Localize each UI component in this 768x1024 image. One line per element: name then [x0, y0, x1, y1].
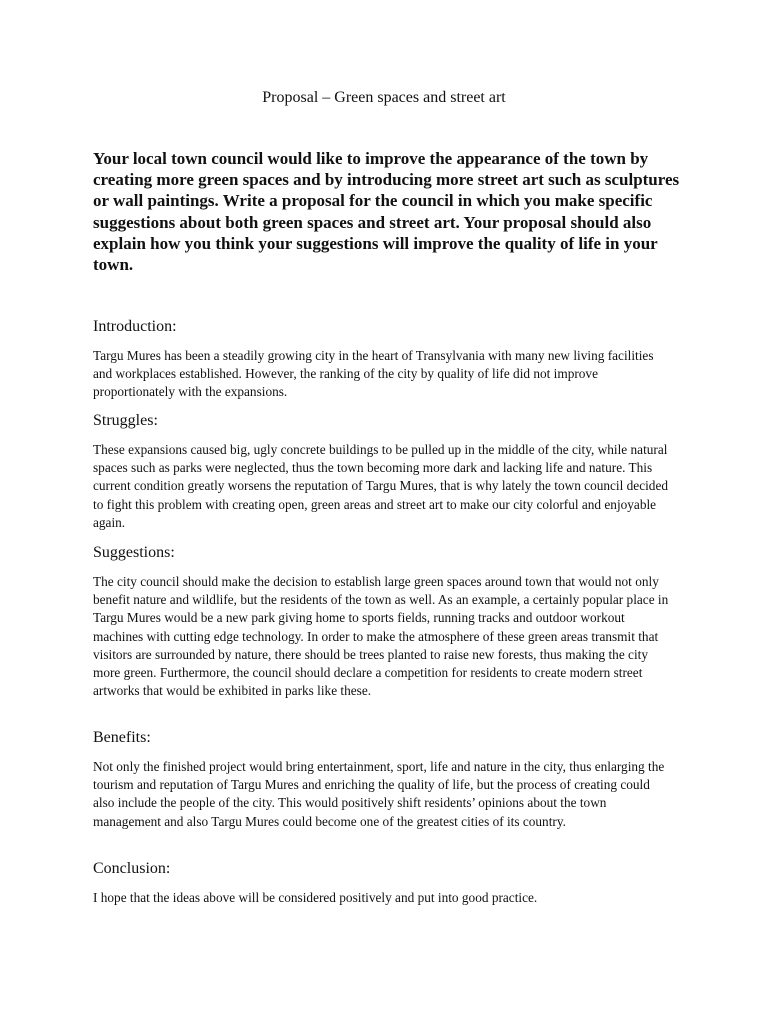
section-body-conclusion: I hope that the ideas above will be considered positively and put into good practice. [93, 890, 538, 905]
section-body-introduction: Targu Mures has been a steadily growing city in the heart of Transylvania with many new living facilities and workplaces established. However, the ranking of the city by quality of life did not improve proportionately with the expansions. [93, 348, 654, 400]
section-heading-struggles: Struggles: [93, 412, 158, 429]
section-heading-conclusion: Conclusion: [93, 860, 171, 877]
section-body-benefits: Not only the finished project would bring entertainment, sport, life and nature in the city, thus enlarging the tourism and reputation of Targu Mures and enriching the quality of life, but the process of creating could also include the people of the city. This would positively shift residents’ opinions about the town management and also Targu Mures could become one of the greatest cities of its country. [93, 759, 665, 829]
section-body-struggles: These expansions caused big, ugly concrete buildings to be pulled up in the middle of the city, while natural spaces such as parks were neglected, thus the town becoming more dark and lacking life and nature. This current condition greatly worsens the reputation of Targu Mures, that is why lately the town council decided to fight this problem with creating open, green areas and street art to make our city colorful and enjoyable again. [93, 442, 668, 530]
section-heading-benefits: Benefits: [93, 729, 151, 746]
section-body-suggestions: The city council should make the decision to establish large green spaces around town that would not only benefit nature and wildlife, but the residents of the town as well. As an example, a certainly popular place in Targu Mures would be a new park giving home to sports fields, running tracks and outdoor workout machines with cutting edge technology. In order to make the atmosphere of these green areas transmit that visitors are surrounded by nature, there should be trees planted to raise new forests, thus making the city more green. Furthermore, the council should declare a competition for residents to create modern street artworks that would be exhibited in parks like these. [93, 574, 669, 699]
document-title: Proposal – Green spaces and street art [262, 89, 506, 106]
task-prompt: Your local town council would like to improve the appearance of the town by creating more green spaces and by introducing more street art such as sculptures or wall paintings. Write a proposal for the council in which you make specific suggestions about both green spaces and street art. Your proposal should also explain how you think your suggestions will improve the quality of life in your town. [93, 149, 680, 275]
section-heading-introduction: Introduction: [93, 318, 177, 335]
section-heading-suggestions: Suggestions: [93, 544, 175, 561]
